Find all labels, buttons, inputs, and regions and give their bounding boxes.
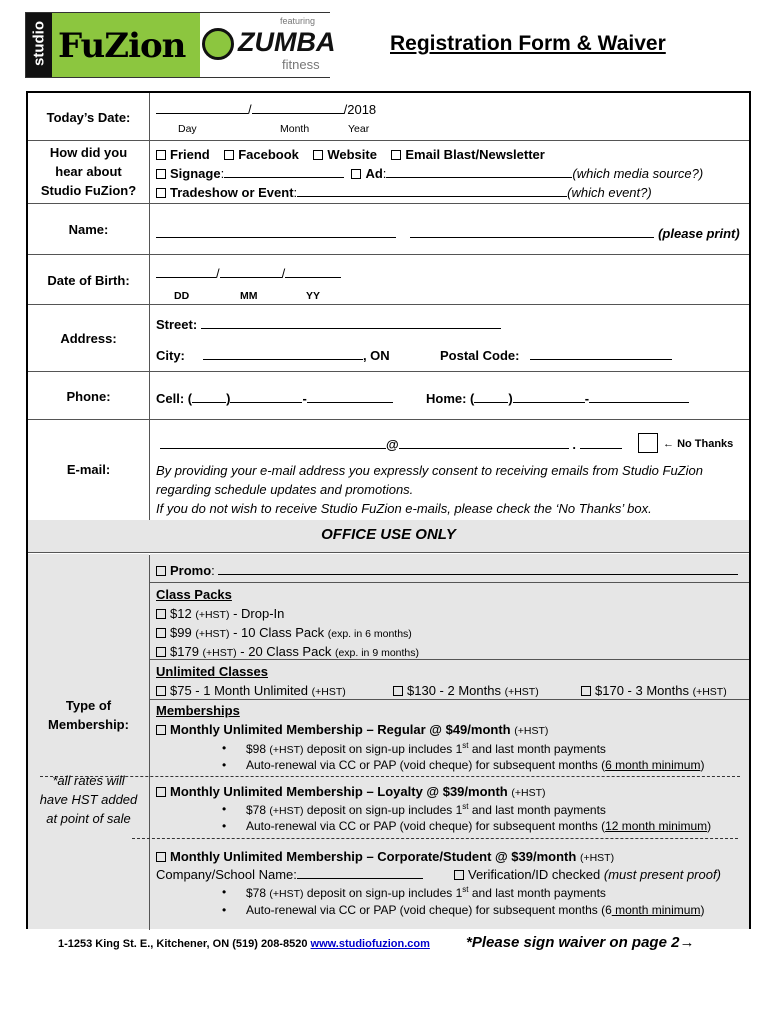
corporate-renewal-bullet: • Auto-renewal via CC or PAP (void cheque) for subsequent months (6 month minimum): [246, 903, 704, 917]
studio-fuzion-logo: [25, 12, 336, 78]
email-field[interactable]: @ .: [160, 436, 622, 454]
signage-checkbox[interactable]: Signage:: [156, 166, 344, 181]
ten-class-pack-option[interactable]: $99 (+HST) - 10 Class Pack (exp. in 6 months): [156, 624, 412, 643]
how-heard-row-1: [156, 146, 545, 164]
street-field[interactable]: Street:: [156, 316, 501, 334]
how-heard-label: How did you hear about Studio FuZion?: [40, 145, 137, 198]
how-heard-row-2: Signage: Ad: (which media source?): [156, 165, 703, 183]
date-month-caption: Month: [280, 123, 310, 135]
city-field[interactable]: City: , ON: [156, 348, 390, 363]
how-heard-row-3: Tradeshow or Event: (which event?): [156, 184, 652, 202]
email-label: E-mail:: [66, 462, 111, 477]
zumba-logo: [200, 13, 336, 77]
class-packs-heading: Class Packs: [156, 587, 232, 602]
date-day-caption: Day: [178, 123, 197, 135]
hst-note: *all rates will have HST added at point of sale: [39, 773, 138, 826]
left-arrow-icon: ←: [663, 438, 674, 450]
membership-type-label: Type of Membership:: [48, 698, 129, 732]
row-divider: [28, 140, 749, 141]
company-school-field[interactable]: Company/School Name:: [156, 866, 423, 884]
postal-code-field[interactable]: Postal Code:: [440, 347, 672, 365]
facebook-checkbox[interactable]: Facebook: [224, 147, 299, 162]
friend-checkbox[interactable]: Friend: [156, 147, 210, 162]
row-divider: [28, 419, 749, 420]
email-consent-line-2: regarding schedule updates and promotions.: [156, 482, 414, 497]
todays-date-field[interactable]: / /2018: [156, 101, 376, 119]
logo-zumba: ZUMBA: [238, 27, 336, 57]
logo-studio-text: studio: [30, 21, 48, 66]
membership-label-cell: [28, 554, 149, 929]
ad-checkbox[interactable]: Ad:: [351, 166, 572, 181]
sign-waiver-note: *Please sign waiver on page 2→: [466, 934, 695, 951]
dob-yy-caption: YY: [306, 290, 321, 302]
unlimited-2-months-option[interactable]: $130 - 2 Months (+HST): [393, 682, 539, 701]
dob-label: Date of Birth:: [47, 273, 130, 288]
logo-featuring: featuring: [280, 16, 316, 26]
name-label: Name:: [68, 222, 109, 237]
right-arrow-icon: →: [679, 934, 695, 951]
unlimited-1-month-option[interactable]: $75 - 1 Month Unlimited (+HST): [156, 682, 346, 701]
zumba-figure-icon: [202, 28, 234, 60]
todays-date-label: Today’s Date:: [46, 110, 131, 125]
corporate-deposit-bullet: • $78 (+HST) deposit on sign-up includes 1st and last month payments: [246, 885, 606, 900]
office-use-header: [28, 520, 749, 553]
office-use-title: OFFICE USE ONLY: [321, 526, 456, 543]
logo-studio-block: [26, 13, 52, 77]
date-year-caption: Year: [348, 123, 370, 135]
phone-label: Phone:: [66, 389, 111, 404]
email-consent-line-1: By providing your e-mail address you expressly consent to receiving emails from Studio FuZion: [156, 463, 703, 478]
corporate-membership-option[interactable]: Monthly Unlimited Membership – Corporate/Student @ $39/month (+HST): [156, 848, 614, 867]
dob-mm-caption: MM: [240, 290, 258, 302]
loyalty-deposit-bullet: • $78 (+HST) deposit on sign-up includes 1st and last month payments: [246, 802, 606, 817]
registration-form: [26, 91, 751, 929]
verification-checkbox[interactable]: Verification/ID checked (must present proof): [454, 866, 721, 884]
page-title: Registration Form & Waiver: [390, 32, 666, 55]
website-checkbox[interactable]: Website: [313, 147, 377, 162]
regular-renewal-bullet: • Auto-renewal via CC or PAP (void cheque) for subsequent months (6 month minimum): [246, 758, 704, 772]
logo-fitness: fitness: [282, 57, 320, 72]
row-divider: [28, 371, 749, 372]
row-divider: [28, 203, 749, 204]
website-link[interactable]: www.studiofuzion.com: [310, 938, 430, 950]
drop-in-option[interactable]: $12 (+HST) - Drop-In: [156, 605, 284, 624]
dob-dd-caption: DD: [174, 290, 190, 302]
loyalty-renewal-bullet: • Auto-renewal via CC or PAP (void cheque) for subsequent months (12 month minimum): [246, 819, 711, 833]
regular-membership-option[interactable]: Monthly Unlimited Membership – Regular @ $49/month (+HST): [156, 721, 548, 740]
footer-address: 1-1253 King St. E., Kitchener, ON (519) 208-8520 www.studiofuzion.com: [58, 938, 430, 950]
email-blast-checkbox[interactable]: Email Blast/Newsletter: [391, 147, 544, 162]
dob-field[interactable]: / /: [156, 265, 341, 283]
email-consent-line-3: If you do not wish to receive Studio FuZion e-mails, please check the ‘No Thanks’ box.: [156, 501, 652, 516]
unlimited-3-months-option[interactable]: $170 - 3 Months (+HST): [581, 682, 727, 701]
dashed-divider: [132, 838, 738, 839]
column-divider: [149, 93, 150, 553]
no-thanks-option[interactable]: ← No Thanks: [638, 433, 733, 453]
memberships-heading: Memberships: [156, 703, 240, 718]
name-field[interactable]: (please print): [156, 225, 740, 243]
loyalty-membership-option[interactable]: Monthly Unlimited Membership – Loyalty @ $39/month (+HST): [156, 783, 545, 802]
logo-fuzion-text: FuZion: [58, 26, 186, 66]
promo-field[interactable]: Promo:: [156, 562, 738, 580]
row-divider: [28, 304, 749, 305]
row-divider: [28, 254, 749, 255]
no-thanks-checkbox[interactable]: [638, 433, 658, 453]
twenty-class-pack-option[interactable]: $179 (+HST) - 20 Class Pack (exp. in 9 months): [156, 643, 419, 662]
cell-phone-field[interactable]: Cell: ( ) -: [156, 390, 393, 408]
regular-deposit-bullet: • $98 (+HST) deposit on sign-up includes 1st and last month payments: [246, 741, 606, 756]
home-phone-field[interactable]: Home: ( ) -: [426, 390, 689, 408]
row-divider: [150, 582, 749, 583]
unlimited-classes-heading: Unlimited Classes: [156, 664, 268, 679]
address-label: Address:: [60, 331, 117, 346]
tradeshow-checkbox[interactable]: Tradeshow or Event:: [156, 185, 567, 200]
